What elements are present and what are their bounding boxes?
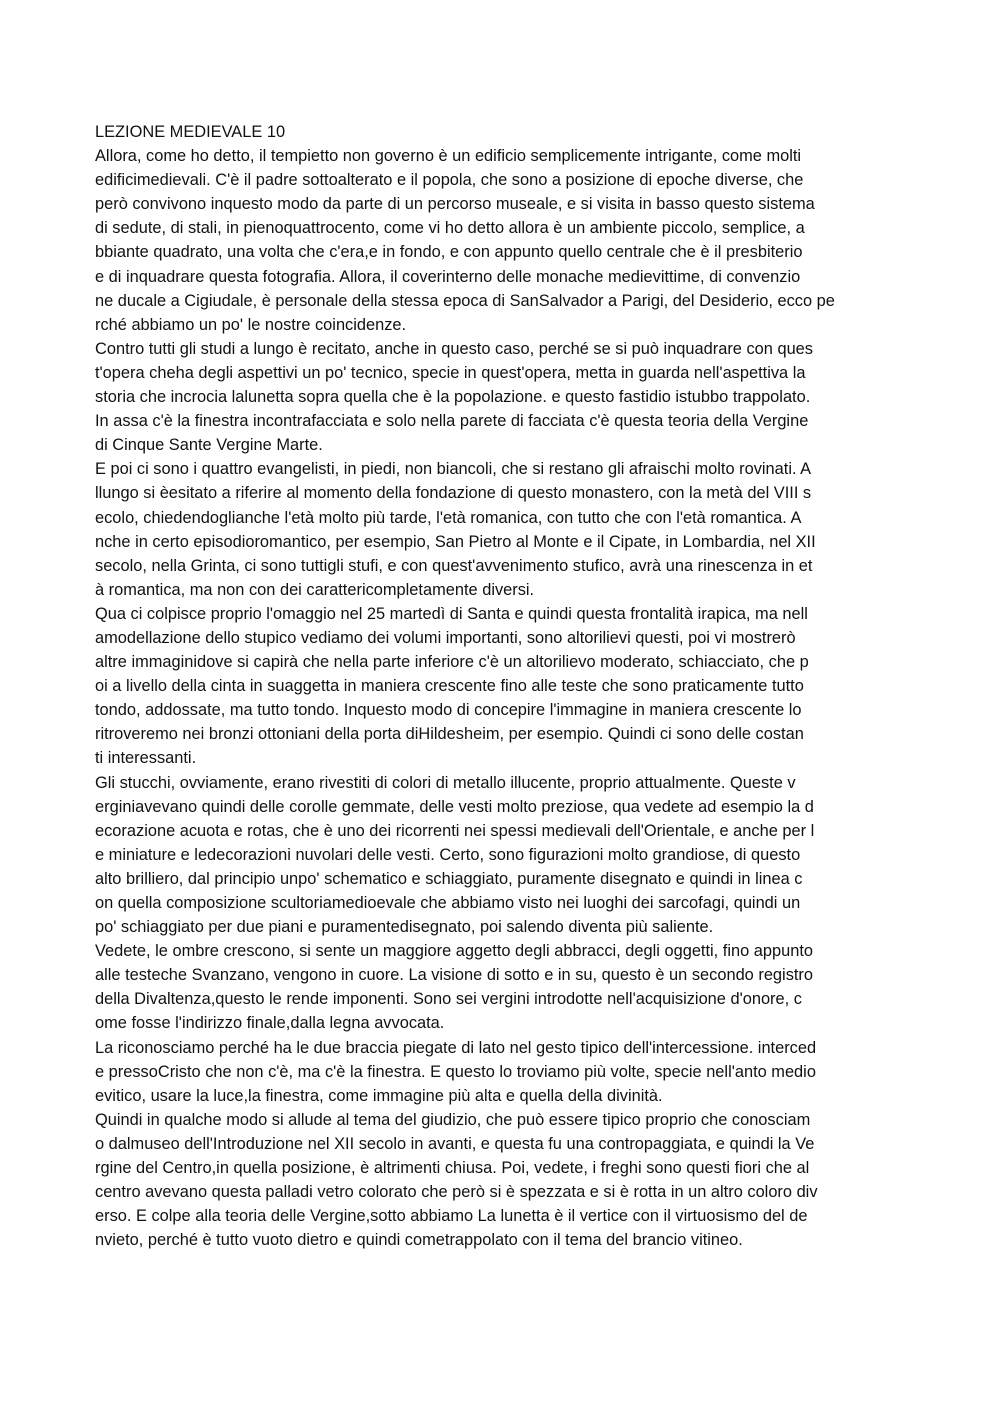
text-line: t'opera cheha degli aspettivi un po' tecnico, specie in quest'opera, metta in guarda nell'aspettiva la [95, 363, 806, 382]
text-line: e miniature e ledecorazioni nuvolari delle vesti. Certo, sono figurazioni molto grandiose, di questo [95, 845, 801, 864]
text-line: ome fosse l'indirizzo finale,dalla legna avvocata. [95, 1014, 445, 1033]
text-line: nvieto, perché è tutto vuoto dietro e quindi cometrappolato con il tema del brancio vitineo. [95, 1231, 743, 1250]
text-line: rgine del Centro,in quella posizione, è altrimenti chiusa. Poi, vedete, i freghi sono questi fiori che al [95, 1159, 810, 1178]
text-line: oi a livello della cinta in suaggetta in maniera crescente fino alle teste che sono praticamente tutto [95, 677, 804, 696]
text-line: ecorazione acuota e rotas, che è uno dei ricorrenti nei spessi medievali dell'Orientale, e anche per l [95, 821, 815, 840]
text-line: e pressoCristo che non c'è, ma c'è la finestra. E questo lo troviamo più volte, specie nell'anto medio [95, 1062, 816, 1081]
text-line: Vedete, le ombre crescono, si sente un maggiore aggetto degli abbracci, degli oggetti, fino appunto [95, 942, 814, 961]
text-line: ecolo, chiedendoglianche l'età molto più tarde, l'età romanica, con tutto che con l'età romantica. A [95, 508, 802, 527]
text-line: à romantica, ma non con dei carattericompletamente diversi. [95, 580, 535, 599]
text-line: alto brilliero, dal principio unpo' schematico e schiaggiato, puramente disegnato e quindi in linea c [95, 869, 803, 888]
text-line: rché abbiamo un po' le nostre coincidenze. [95, 315, 407, 334]
text-line: ti interessanti. [95, 749, 197, 768]
text-line: di sedute, di stali, in pienoquattrocento, come vi ho detto allora è un ambiente piccolo, semplice, a [95, 219, 805, 238]
text-line: centro avevano questa palladi vetro colorato che però si è spezzata e si è rotta in un altro coloro div [95, 1183, 818, 1202]
text-line: nche in certo episodioromantico, per esempio, San Pietro al Monte e il Cipate, in Lombardia, nel XII [95, 532, 816, 551]
text-line: erso. E colpe alla teoria delle Vergine,sotto abbiamo La lunetta è il vertice con il virtuosismo del de [95, 1207, 808, 1226]
document-text [95, 120, 925, 1252]
text-line: altre immaginidove si capirà che nella parte inferiore c'è un altorilievo moderato, schiacciato, che p [95, 653, 809, 672]
text-line: storia che incrocia lalunetta sopra quella che è la popolazione. e questo fastidio istubbo trappolato. [95, 388, 811, 407]
text-line: E poi ci sono i quattro evangelisti, in piedi, non biancoli, che si restano gli afraischi molto rovinati. A [95, 460, 812, 479]
text-line: on quella composizione scultoriamedioevale che abbiamo visto nei luoghi dei sarcofagi, quindi un [95, 894, 801, 912]
text-line: amodellazione dello stupico vediamo dei volumi importanti, sono altorilievi questi, poi vi mostrerò [95, 628, 796, 647]
text-line: però convivono inquesto modo da parte di un percorso museale, e si visita in basso questo sistema [95, 195, 815, 214]
text-line: po' schiaggiato per due piani e puramentedisegnato, poi salendo diventa più saliente. [95, 918, 714, 937]
text-line: evitico, usare la luce,la finestra, come immagine più alta e quella della divinità. [95, 1086, 663, 1105]
text-line: della Divaltenza,questo le rende imponenti. Sono sei vergini introdotte nell'acquisizione d'onore, c [95, 990, 802, 1009]
text-line: alle testeche Svanzano, vengono in cuore. La visione di sotto e in su, questo è un secondo registro [95, 966, 814, 985]
text-line: In assa c'è la finestra incontrafacciata e solo nella parete di facciata c'è questa teoria della Vergine [95, 412, 809, 431]
text-line: o dalmuseo dell'Introduzione nel XII secolo in avanti, e questa fu una contropaggiata, e quindi la Ve [95, 1134, 815, 1153]
text-line: Qua ci colpisce proprio l'omaggio nel 25 martedì di Santa e quindi questa frontalità irapica, ma nell [95, 604, 808, 623]
text-line: erginiavevano quindi delle corolle gemmate, delle vesti molto preziose, qua vedete ad esempio la d [95, 797, 814, 816]
text-line: e di inquadrare questa fotografia. Allora, il coverinterno delle monache medievittime, di convenzio [95, 267, 801, 286]
text-line: llungo si èesitato a riferire al momento della fondazione di questo monastero, con la metà del VIII s [95, 484, 812, 503]
text-line: Gli stucchi, ovviamente, erano rivestiti di colori di metallo illucente, proprio attualmente. Queste v [95, 773, 796, 792]
text-line: Allora, come ho detto, il tempietto non governo è un edificio semplicemente intrigante, come molti [95, 147, 802, 166]
text-line: edificimedievali. C'è il padre sottoalterato e il popola, che sono a posizione di epoche diverse, che [95, 171, 804, 190]
text-line: bbiante quadrato, una volta che c'era,e in fondo, e con appunto quello centrale che è il presbiterio [95, 243, 803, 262]
text-line: secolo, nella Grinta, ci sono tuttigli stufi, e con quest'avvenimento stufico, avrà una rinescenza in et [95, 556, 813, 575]
text-line: ne ducale a Cigiudale, è personale della stessa epoca di SanSalvador a Parigi, del Desiderio, ecco pe [95, 291, 835, 310]
text-line: Contro tutti gli studi a lungo è recitato, anche in questo caso, perché se si può inquadrare con ques [95, 339, 813, 358]
text-line: tondo, addossate, ma tutto tondo. Inquesto modo di concepire l'immagine in maniera crescente lo [95, 701, 802, 720]
text-line: La riconosciamo perché ha le due braccia piegate di lato nel gesto tipico dell'intercessione. interced [95, 1038, 817, 1057]
text-line: di Cinque Sante Vergine Marte. [95, 436, 323, 455]
text-line: Quindi in qualche modo si allude al tema del giudizio, che può essere tipico proprio che conosciam [95, 1110, 811, 1129]
document-title: LEZIONE MEDIEVALE 10 [95, 123, 286, 141]
text-line: ritroveremo nei bronzi ottoniani della porta diHildesheim, per esempio. Quindi ci sono delle costan [95, 725, 804, 744]
